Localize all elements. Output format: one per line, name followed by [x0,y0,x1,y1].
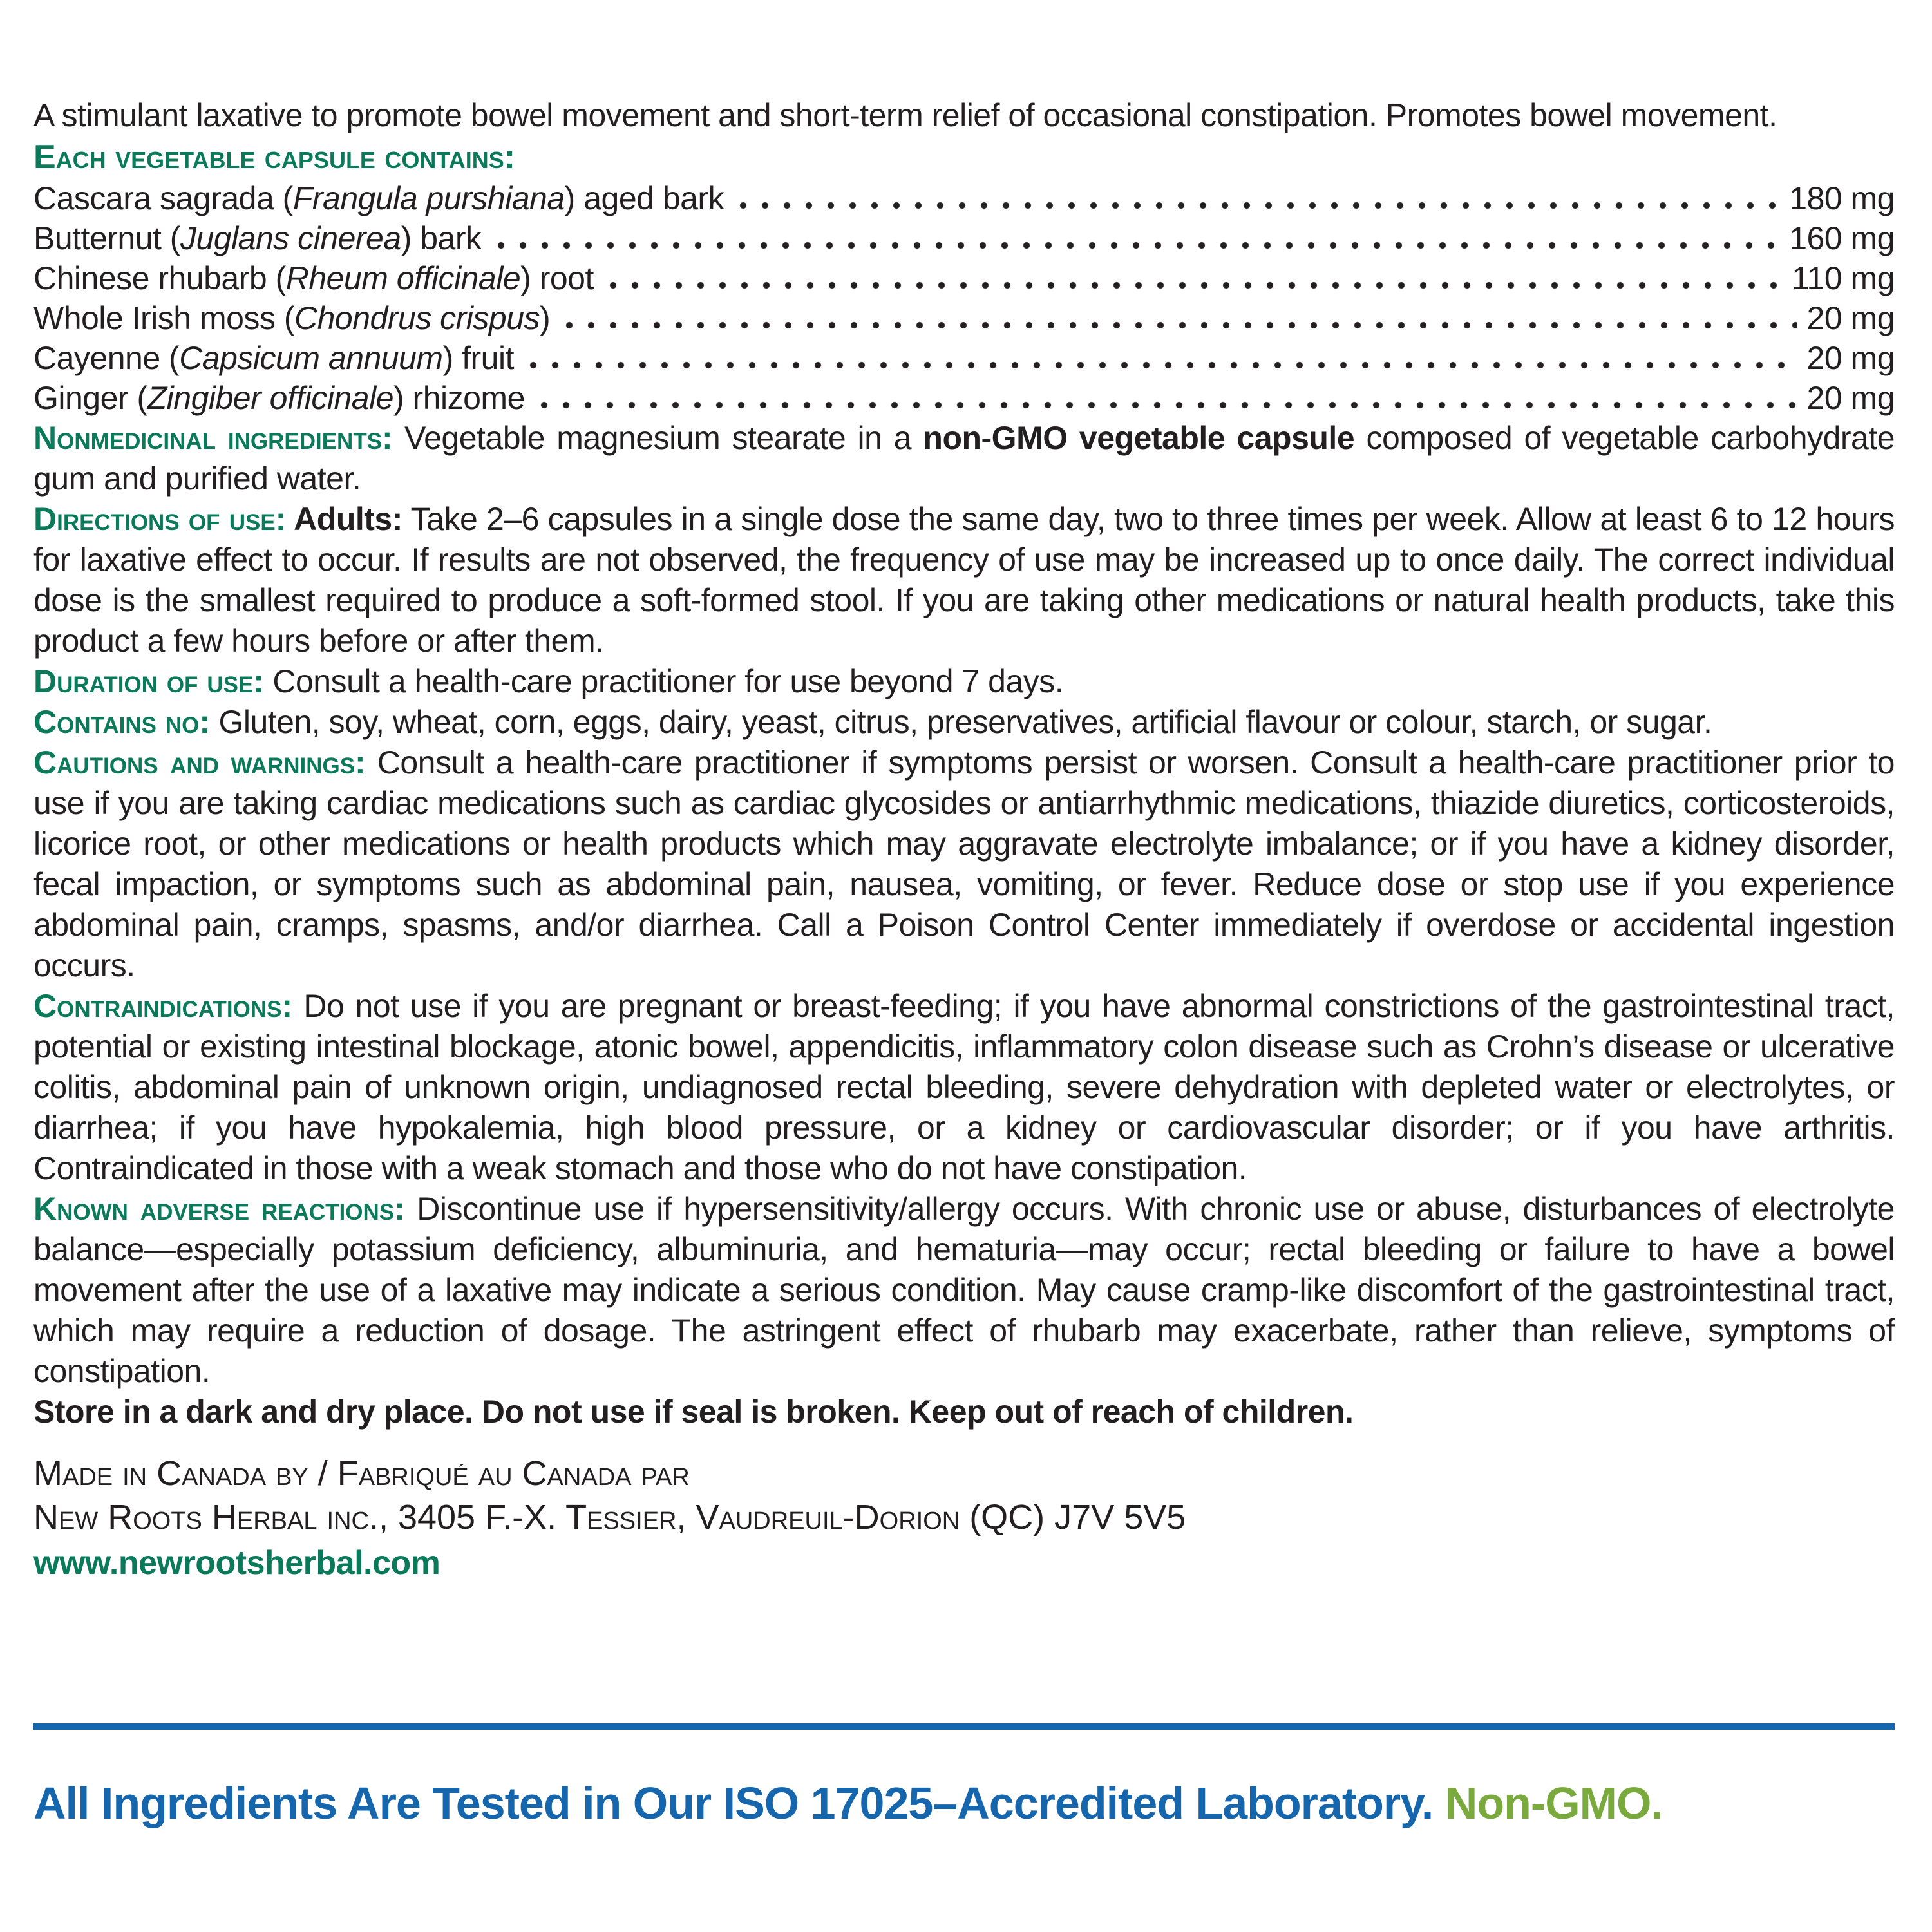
latin-name: Frangula purshiana [292,180,565,216]
nonmedicinal-label: Nonmedicinal ingredients: [33,420,393,456]
dot-leader [733,202,1779,209]
storage-warning: Store in a dark and dry place. Do not use if seal is broken. Keep out of reach of children. [33,1394,1354,1430]
ingredient-row [33,378,1895,418]
nongmo-capsule-bold: non-GMO vegetable capsule [923,420,1355,456]
dot-leader [491,242,1779,249]
nongmo-badge-text: Non-GMO. [1433,1778,1663,1828]
ingredient-amount: 20 mg [1806,300,1895,336]
contraindications-label: Contraindications: [33,988,293,1024]
ingredient-name: Butternut (Juglans cinerea) bark [33,220,482,256]
manufacturer-block [33,1452,1895,1584]
cautions-paragraph: Cautions and warnings: Consult a health-care practitioner if symptoms persist or worsen. Consult a health-care practitioner prior to use if you are taking cardiac medications such as cardiac glycosides or antiarrhythmic medications, thiazide diuretics, corticosteroids, licorice root, or other medications or health products which may aggravate electrolyte imbalance; or if you have a kidney disorder, fecal impaction, or symptoms such as abdominal pain, nausea, vomiting, or fever. Reduce dose or stop use if you experience abdominal pain, cramps, spasms, and/or diarrhea. Call a Poison Control Center immediately if overdose or accidental ingestion occurs. [33,744,1895,983]
ingredient-row [33,218,1895,258]
latin-name: Capsicum annuum [179,340,443,376]
dot-leader [603,281,1781,289]
ingredient-row [33,338,1895,378]
ingredient-amount: 20 mg [1806,340,1895,376]
cautions-label: Cautions and warnings: [33,744,366,781]
dot-leader [559,321,1796,329]
intro-text: A stimulant laxative to promote bowel movement and short-term relief of occasional constipation. Promotes bowel movement. [33,97,1777,133]
dot-leader [523,361,1797,369]
latin-name: Zingiber officinale [147,380,393,416]
adverse-reactions-label: Known adverse reactions: [33,1191,405,1227]
ingredient-row [33,178,1895,218]
nonmedicinal-paragraph: Nonmedicinal ingredients: Vegetable magnesium stearate in a non-GMO vegetable capsule composed of vegetable carbohydrate gum and purified water. [33,420,1895,497]
ingredient-name: Ginger (Zingiber officinale) rhizome [33,380,525,416]
divider-rule [33,1723,1895,1730]
iso-tested-text: All Ingredients Are Tested in Our ISO 17025–Accredited Laboratory. [33,1778,1434,1828]
adults-subhead: Adults: [286,501,402,537]
ingredient-row [33,298,1895,338]
duration-label: Duration of use: [33,663,264,699]
latin-name: Juglans cinerea [180,220,401,256]
contains-no-label: Contains no: [33,704,211,740]
label-text-block [33,95,1895,1584]
ingredient-amount: 160 mg [1789,220,1895,256]
directions-label: Directions of use: [33,501,287,537]
latin-name: Rheum officinale [285,260,521,296]
dot-leader [534,401,1797,409]
contains-no-paragraph: Contains no: Gluten, soy, wheat, corn, eggs, dairy, yeast, citrus, preservatives, artificial flavour or colour, starch, or sugar. [33,704,1712,740]
ingredient-amount: 20 mg [1806,380,1895,416]
ingredient-name: Cayenne (Capsicum annuum) fruit [33,340,514,376]
duration-paragraph: Duration of use: Consult a health-care practitioner for use beyond 7 days. [33,663,1064,699]
capsule-contains-heading-label: Each vegetable capsule contains: [33,138,516,176]
adverse-reactions-paragraph: Known adverse reactions: Discontinue use if hypersensitivity/allergy occurs. With chronic use or abuse, disturbances of electrolyte balance—especially potassium deficiency, albuminuria, and hematuria—may occur; rectal bleeding or failure to have a bowel movement after the use of a laxative may indicate a serious condition. May cause cramp-like discomfort of the gastrointestinal tract, which may require a reduction of dosage. The astringent effect of rhubarb may exacerbate, rather than relieve, symptoms of constipation. [33,1191,1895,1389]
ingredient-amount: 110 mg [1791,260,1895,296]
ingredient-name: Whole Irish moss (Chondrus crispus) [33,300,551,336]
ingredient-name: Cascara sagrada (Frangula purshiana) aged bark [33,180,724,216]
capsule-contains-heading [33,136,1895,178]
ingredients-table [33,178,1895,418]
footer [33,1723,1895,1829]
made-in-canada-line: Made in Canada by / Fabriqué au Canada par [33,1454,690,1493]
directions-paragraph: Directions of use: Adults: Take 2–6 capsules in a single dose the same day, two to three times per week. Allow at least 6 to 12 hours for laxative effect to occur. If results are not observed, the frequency of use may be increased up to once daily. The correct individual dose is the smallest required to produce a soft-formed stool. If you are taking other medications or natural health products, take this product a few hours before or after them. [33,501,1895,659]
latin-name: Chondrus crispus [294,300,540,336]
ingredient-amount: 180 mg [1789,180,1895,216]
iso-tested-line [33,1777,1895,1829]
website-url: www.newrootsherbal.com [33,1544,440,1582]
manufacturer-address: New Roots Herbal inc., 3405 F.-X. Tessier, Vaudreuil-Dorion (QC) J7V 5V5 [33,1498,1186,1537]
contraindications-paragraph: Contraindications: Do not use if you are pregnant or breast-feeding; if you have abnormal constrictions of the gastrointestinal tract, potential or existing intestinal blockage, atonic bowel, appendicitis, inflammatory colon disease such as Crohn’s disease or ulcerative colitis, abdominal pain of unknown origin, undiagnosed rectal bleeding, severe dehydration with depleted water or electrolytes, or diarrhea; if you have hypokalemia, high blood pressure, or a kidney or cardiovascular disorder; or if you have arthritis. Contraindicated in those with a weak stomach and those who do not have constipation. [33,988,1895,1186]
ingredient-name: Chinese rhubarb (Rheum officinale) root [33,260,594,296]
ingredient-row [33,258,1895,298]
